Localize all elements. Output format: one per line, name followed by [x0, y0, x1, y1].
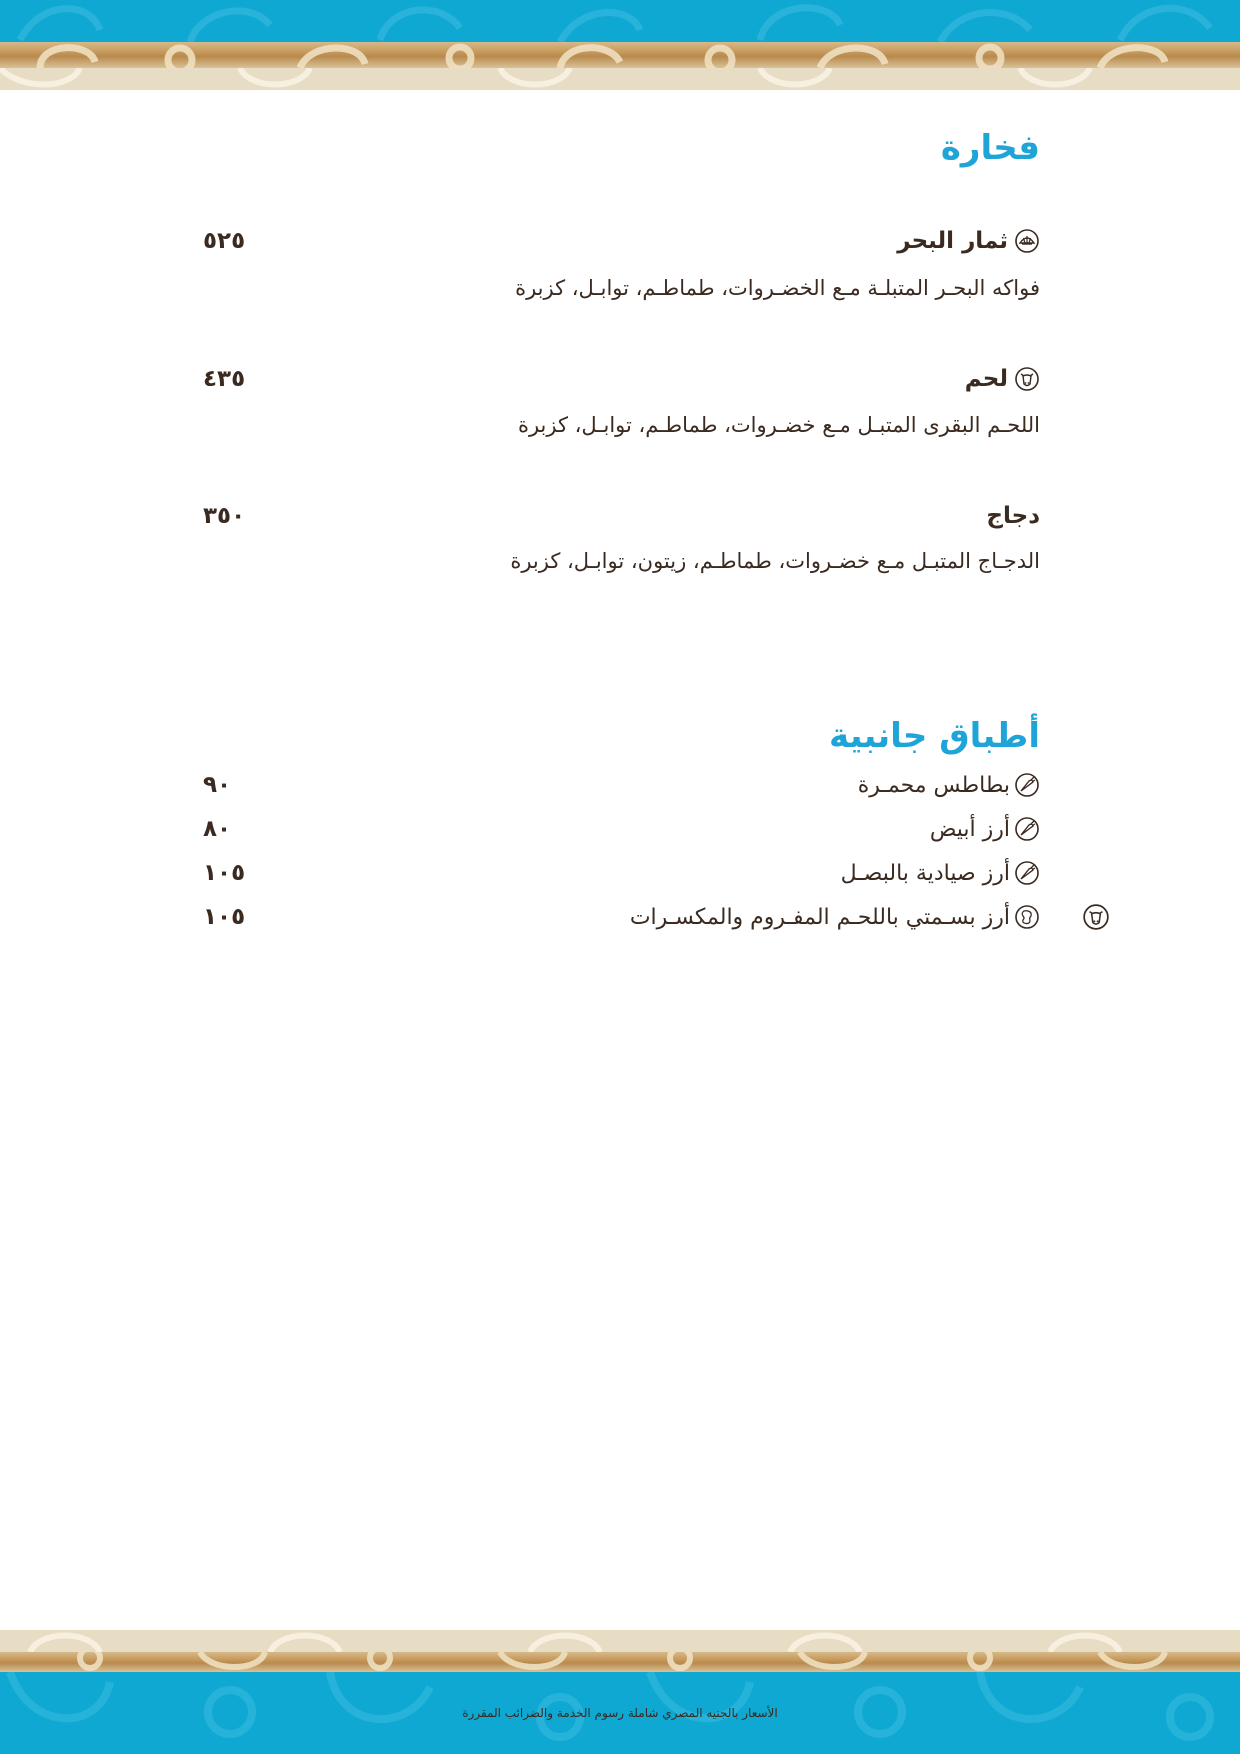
top-blue-band: [0, 0, 1240, 42]
menu-item-beef-price: ٤٣٥: [203, 366, 246, 392]
side-name-text: بطاطس محمـرة: [857, 772, 1010, 798]
menu-item-beef-name: [965, 366, 1040, 392]
item-name-text: ثمار البحر: [897, 228, 1008, 254]
side-name-text: أرز صيادية بالبصـل: [840, 860, 1010, 886]
cow-icon: [1082, 903, 1110, 931]
footer-price-note: الأسعار بالجنيه المصري شاملة رسوم الخدمة والضرائب المقررة: [462, 1706, 778, 1720]
menu-item-beef-description: اللحـم البقرى المتبـل مـع خضـروات، طماطـم، توابـل، كزبرة: [517, 413, 1040, 437]
side-item-fries-price: ٩٠: [203, 772, 232, 798]
bottom-wood-swirl-pattern: [0, 1652, 1240, 1672]
side-item-white-rice-price: ٨٠: [203, 816, 232, 842]
bottom-cream-swirl-pattern: [0, 1630, 1240, 1652]
section-title-side-dishes: أطباق جانبية: [829, 716, 1040, 756]
side-item-basmati-rice-price: ١٠٥: [203, 904, 246, 930]
shell-icon: [1014, 228, 1040, 254]
menu-item-seafood-price: ٥٢٥: [203, 228, 246, 254]
top-cream-swirl-pattern: [0, 68, 1240, 90]
top-blue-swirl-pattern: [0, 0, 1240, 42]
menu-item-chicken-name: [986, 503, 1040, 529]
bottom-cream-band: [0, 1630, 1240, 1652]
item-name-text: لحم: [964, 366, 1008, 392]
top-cream-band: [0, 68, 1240, 90]
side-item-basmati-rice-name: [630, 904, 1040, 930]
menu-item-chicken-description: الدجـاج المتبـل مـع خضـروات، طماطـم، زيتون، توابـل، كزبرة: [510, 549, 1040, 573]
carrot-icon: [1014, 860, 1040, 886]
side-name-text: أرز أبيض: [929, 816, 1010, 842]
cow-icon: [1014, 366, 1040, 392]
side-item-white-rice-name: [930, 816, 1040, 842]
carrot-icon: [1014, 816, 1040, 842]
top-wood-band: [0, 42, 1240, 68]
menu-item-seafood-name: [897, 228, 1040, 254]
menu-item-chicken-price: ٣٥٠: [203, 503, 246, 529]
side-item-sayadeya-rice-price: ١٠٥: [203, 860, 246, 886]
menu-item-seafood-description: فواكه البحـر المتبلـة مـع الخضـروات، طماطـم، توابـل، كزبرة: [515, 276, 1040, 300]
top-wood-swirl-pattern: [0, 42, 1240, 68]
side-item-sayadeya-rice-name: [841, 860, 1040, 886]
section-title-fakhara: فخارة: [940, 128, 1040, 168]
side-name-text: أرز بسـمتي باللحـم المفـروم والمكسـرات: [629, 904, 1010, 930]
bottom-wood-band: [0, 1652, 1240, 1672]
peanut-icon: [1014, 904, 1040, 930]
carrot-icon: [1014, 772, 1040, 798]
item-name-text: دجاج: [986, 503, 1040, 529]
side-item-fries-name: [858, 772, 1040, 798]
